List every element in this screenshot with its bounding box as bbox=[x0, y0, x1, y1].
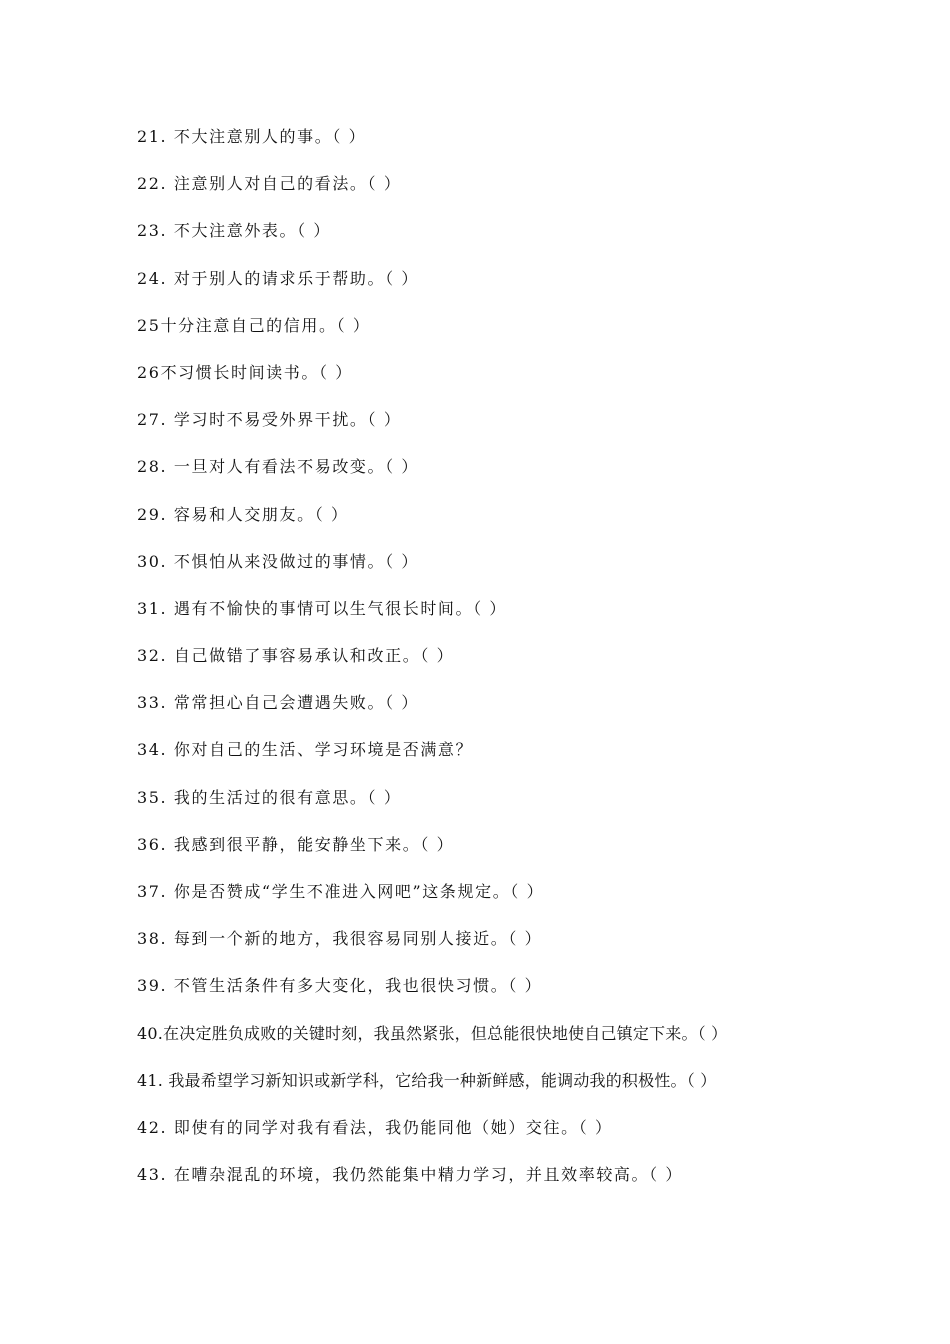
question-number: 24. bbox=[137, 268, 168, 288]
question-number: 25 bbox=[137, 315, 161, 335]
question-text: 注意别人对自己的看法。（ ） bbox=[167, 174, 402, 194]
question-item bbox=[137, 785, 857, 832]
question-text: 不大注意外表。（ ） bbox=[167, 221, 332, 241]
question-text: 我的生活过的很有意思。（ ） bbox=[167, 787, 402, 807]
question-text: 自己做错了事容易承认和改正。（ ） bbox=[167, 646, 455, 666]
question-item bbox=[137, 973, 857, 1020]
question-text: 我感到很平静，能安静坐下来。（ ） bbox=[167, 834, 455, 854]
question-item bbox=[137, 643, 857, 690]
question-item bbox=[137, 502, 857, 549]
question-text: 学习时不易受外界干扰。（ ） bbox=[167, 410, 402, 430]
question-number: 40. bbox=[137, 1023, 164, 1043]
question-item bbox=[137, 407, 857, 454]
question-item bbox=[137, 1115, 857, 1162]
question-number: 32. bbox=[137, 646, 168, 666]
question-text: 我最希望学习新知识或新学科，它给我一种新鲜感，能调动我的积极性。（ ） bbox=[163, 1070, 717, 1090]
question-text: 常常担心自己会遭遇失败。（ ） bbox=[167, 693, 420, 713]
question-number: 27. bbox=[137, 410, 168, 430]
question-item bbox=[137, 218, 857, 265]
question-item bbox=[137, 596, 857, 643]
question-number: 23. bbox=[137, 221, 168, 241]
question-number: 43. bbox=[137, 1165, 168, 1185]
question-list bbox=[137, 124, 857, 1209]
question-text: 不习惯长时间读书。（ ） bbox=[160, 362, 353, 382]
question-item bbox=[137, 124, 857, 171]
question-text: 在决定胜负成败的关键时刻，我虽然紧张，但总能很快地使自己镇定下来。（ ） bbox=[163, 1023, 728, 1043]
question-text: 不管生活条件有多大变化，我也很快习惯。（ ） bbox=[167, 976, 543, 996]
question-item bbox=[137, 1068, 857, 1115]
question-text: 不惧怕从来没做过的事情。（ ） bbox=[167, 551, 420, 571]
question-text: 即使有的同学对我有看法，我仍能同他（她）交往。（ ） bbox=[167, 1117, 613, 1137]
question-number: 38. bbox=[137, 929, 168, 949]
question-item bbox=[137, 266, 857, 313]
question-number: 21. bbox=[137, 127, 168, 146]
question-number: 31. bbox=[137, 598, 168, 618]
question-item bbox=[137, 879, 857, 926]
question-text: 遇有不愉快的事情可以生气很长时间。（ ） bbox=[167, 598, 508, 618]
question-number: 29. bbox=[137, 504, 168, 524]
question-text: 容易和人交朋友。（ ） bbox=[167, 504, 349, 524]
question-text: 不大注意别人的事。（ ） bbox=[167, 127, 367, 146]
question-item bbox=[137, 360, 857, 407]
question-text: 对于别人的请求乐于帮助。（ ） bbox=[167, 268, 420, 288]
question-number: 30. bbox=[137, 551, 168, 571]
question-text: 你是否赞成“学生不准进入网吧”这条规定。（ ） bbox=[167, 882, 545, 901]
question-item bbox=[137, 832, 857, 879]
question-item bbox=[137, 313, 857, 360]
question-item bbox=[137, 171, 857, 218]
question-item bbox=[137, 549, 857, 596]
question-item bbox=[137, 737, 857, 784]
question-text: 每到一个新的地方，我很容易同别人接近。（ ） bbox=[167, 929, 543, 949]
question-number: 35. bbox=[137, 787, 168, 807]
question-number: 41. bbox=[137, 1070, 164, 1090]
question-text: 一旦对人有看法不易改变。（ ） bbox=[167, 457, 420, 477]
question-number: 42. bbox=[137, 1117, 168, 1137]
question-number: 33. bbox=[137, 693, 168, 713]
question-number: 22. bbox=[137, 174, 168, 194]
question-number: 34. bbox=[137, 740, 168, 760]
question-number: 36. bbox=[137, 834, 168, 854]
question-number: 28. bbox=[137, 457, 168, 477]
question-number: 39. bbox=[137, 976, 168, 996]
question-number: 26 bbox=[137, 362, 161, 382]
question-item bbox=[137, 1162, 857, 1209]
question-text: 你对自己的生活、学习环境是否满意？ bbox=[167, 740, 474, 760]
question-number: 37. bbox=[137, 882, 168, 901]
question-text: 在嘈杂混乱的环境，我仍然能集中精力学习，并且效率较高。（ ） bbox=[167, 1165, 684, 1185]
question-item bbox=[137, 926, 857, 973]
question-text: 十分注意自己的信用。（ ） bbox=[160, 315, 371, 335]
question-item bbox=[137, 454, 857, 501]
question-item bbox=[137, 690, 857, 737]
question-item bbox=[137, 1021, 857, 1068]
